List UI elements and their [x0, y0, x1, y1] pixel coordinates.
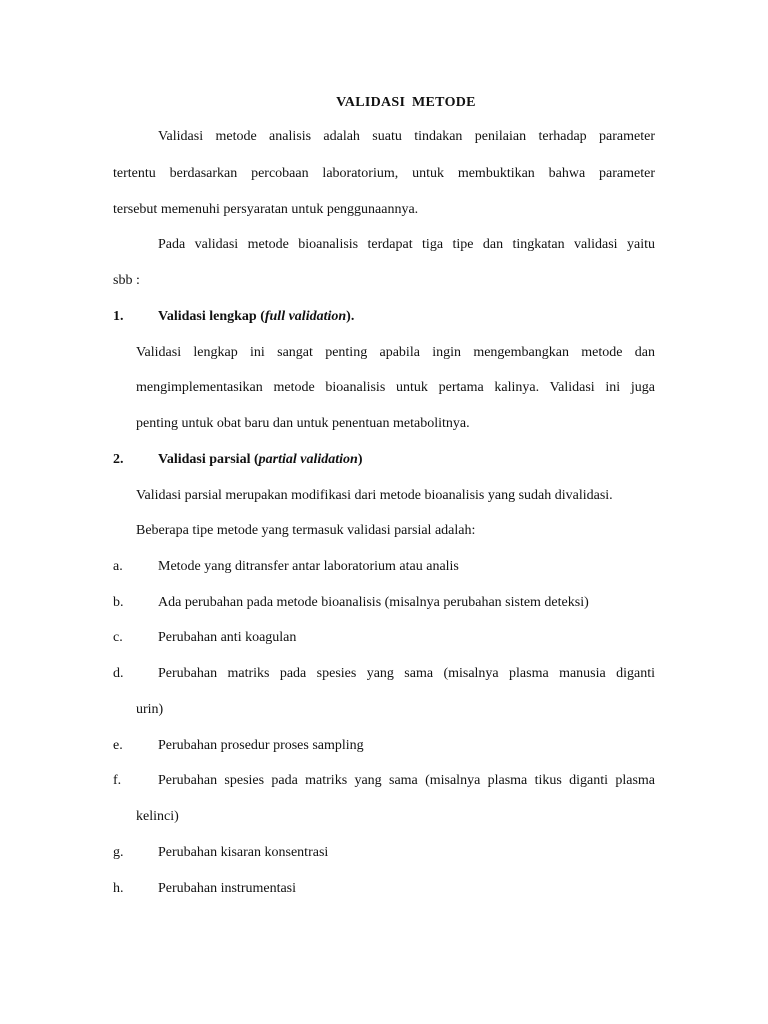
- section-2-heading-pre: Validasi parsial (: [158, 452, 259, 467]
- paragraph-1-line-2: tertentu berdasarkan percobaan laboratorium, untuk membuktikan bahwa parameter: [113, 166, 655, 181]
- section-2-line-1: Validasi parsial merupakan modifikasi dari metode bioanalisis yang sudah divalidasi.: [136, 488, 613, 503]
- section-1-line-2: mengimplementasikan metode bioanalisis untuk pertama kalinya. Validasi ini juga: [136, 380, 655, 395]
- paragraph-1-line-3: tersebut memenuhi persyaratan untuk penggunaannya.: [113, 202, 419, 217]
- list-item-text: Perubahan anti koagulan: [158, 630, 297, 645]
- paragraph-2-line-2: sbb :: [113, 273, 140, 288]
- list-item-marker: e.: [113, 738, 123, 753]
- list-item-marker: a.: [113, 559, 123, 574]
- section-1-number: 1.: [113, 309, 124, 324]
- section-1-heading-term: full validation: [264, 309, 347, 324]
- list-item-marker: c.: [113, 630, 123, 645]
- list-item-marker: b.: [113, 595, 124, 610]
- list-item-marker: d.: [113, 666, 124, 681]
- section-2-heading: [158, 451, 362, 469]
- list-item-marker: g.: [113, 845, 124, 860]
- section-2-line-2: Beberapa tipe metode yang termasuk validasi parsial adalah:: [136, 523, 476, 538]
- section-1-line-3: penting untuk obat baru dan untuk penentuan metabolitnya.: [136, 416, 470, 431]
- list-item-text: Perubahan spesies pada matriks yang sama (misalnya plasma tikus diganti plasma: [158, 773, 655, 788]
- list-item-continuation: kelinci): [136, 809, 179, 824]
- document-title: VALIDASI METODE: [336, 95, 476, 110]
- section-1-heading-post: ).: [346, 309, 355, 324]
- section-1-heading: [158, 308, 354, 326]
- section-1-line-1: Validasi lengkap ini sangat penting apabila ingin mengembangkan metode dan: [136, 345, 655, 360]
- section-2-heading-post: ): [357, 452, 363, 467]
- section-1-heading-pre: Validasi lengkap (: [158, 309, 265, 324]
- section-2-heading-term: partial validation: [258, 452, 358, 467]
- list-item-text: Perubahan prosedur proses sampling: [158, 738, 364, 753]
- list-item-text: Ada perubahan pada metode bioanalisis (misalnya perubahan sistem deteksi): [158, 595, 589, 610]
- section-2-number: 2.: [113, 452, 124, 467]
- list-item-marker: f.: [113, 773, 122, 788]
- list-item-continuation: urin): [136, 702, 164, 717]
- paragraph-2-line-1: Pada validasi metode bioanalisis terdapat tiga tipe dan tingkatan validasi yaitu: [158, 237, 655, 252]
- list-item-text: Metode yang ditransfer antar laboratorium atau analis: [158, 559, 459, 574]
- paragraph-1-line-1: Validasi metode analisis adalah suatu tindakan penilaian terhadap parameter: [158, 129, 655, 144]
- list-item-text: Perubahan matriks pada spesies yang sama (misalnya plasma manusia diganti: [158, 666, 655, 681]
- list-item-text: Perubahan kisaran konsentrasi: [158, 845, 329, 860]
- list-item-marker: h.: [113, 881, 124, 896]
- list-item-text: Perubahan instrumentasi: [158, 881, 297, 896]
